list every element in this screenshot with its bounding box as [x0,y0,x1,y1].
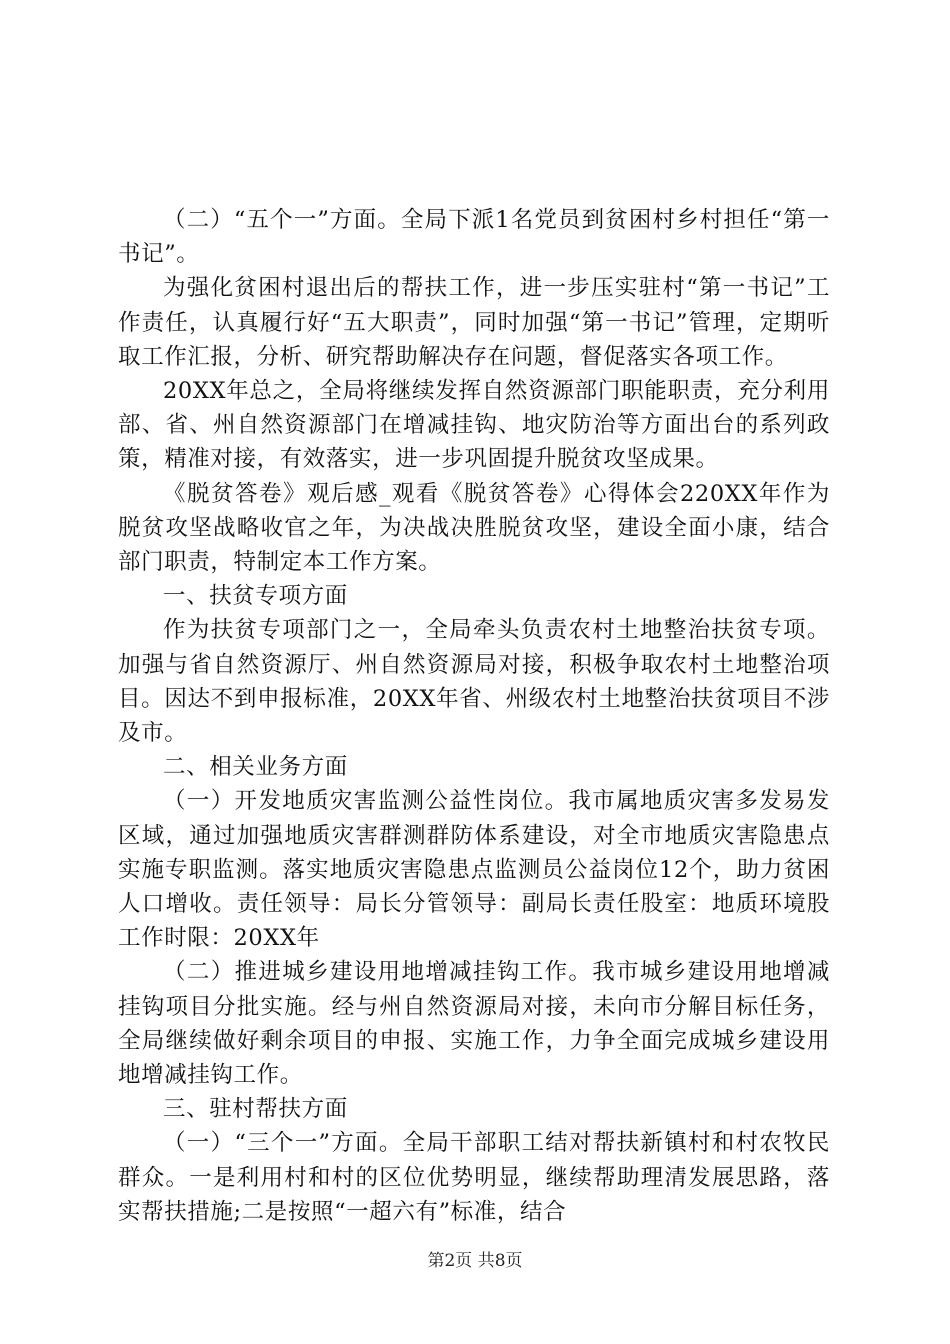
paragraph-geological-monitoring: （一）开发地质灾害监测公益性岗位。我市属地质灾害多发易发区域，通过加强地质灾害群测群防体系建设，对全市地质灾害隐患点实施专职监测。落实地质灾害隐患点监测员公益岗位12个，助力贫困人口增收。责任领导：局长分管领导：副局长责任股室：地质环境股工作时限：20XX年 [118,788,830,952]
paragraph-land-linkage: （二）推进城乡建设用地增减挂钩工作。我市城乡建设用地增减挂钩项目分批实施。经与州自然资源局对接，未向市分解目标任务，全局继续做好剩余项目的申报、实施工作，力争全面完成城乡建设用地增减挂钩工作。 [118,959,830,1089]
paragraph-strengthen-assistance: 为强化贫困村退出后的帮扶工作，进一步压实驻村“第一书记”工作责任，认真履行好“五大职责”，同时加强“第一书记”管理，定期听取工作汇报，分析、研究帮助解决存在问题，督促落实各项工作。 [118,275,830,370]
paragraph-review-intro: 《脱贫答卷》观后感_观看《脱贫答卷》心得体会220XX年作为脱贫攻坚战略收官之年，为决战决胜脱贫攻坚，建设全面小康，结合部门职责，特制定本工作方案。 [118,480,830,576]
paragraph-land-consolidation: 作为扶贫专项部门之一，全局牵头负责农村土地整治扶贫专项。加强与省自然资源厅、州自然资源局对接，积极争取农村土地整治项目。因达不到申报标准，20XX年省、州级农村土地整治扶贫项目不涉及市。 [118,617,830,747]
heading-poverty-special: 一、扶贫专项方面 [163,583,348,610]
paragraph-fifth-first-secretary: （二）“五个一”方面。全局下派1名党员到贫困村乡村担任“第一书记”。 [118,207,830,268]
body-text [118,203,830,1229]
paragraph-summary: 20XX年总之，全局将继续发挥自然资源部门职能职责，充分利用部、省、州自然资源部门在增减挂钩、地灾防治等方面出台的系列政策，精准对接，有效落实，进一步巩固提升脱贫攻坚成果。 [118,378,830,473]
page-number: 第2页 共8页 [427,1251,523,1271]
heading-village-assistance: 三、驻村帮扶方面 [163,1096,348,1123]
paragraph-three-ones: （一）“三个一”方面。全局干部职工结对帮扶新镇村和村农牧民群众。一是利用村和村的区位优势明显，继续帮助理清发展思路，落实帮扶措施;二是按照“一超六有”标准，结合 [118,1130,830,1225]
heading-related-business: 二、相关业务方面 [163,754,348,781]
